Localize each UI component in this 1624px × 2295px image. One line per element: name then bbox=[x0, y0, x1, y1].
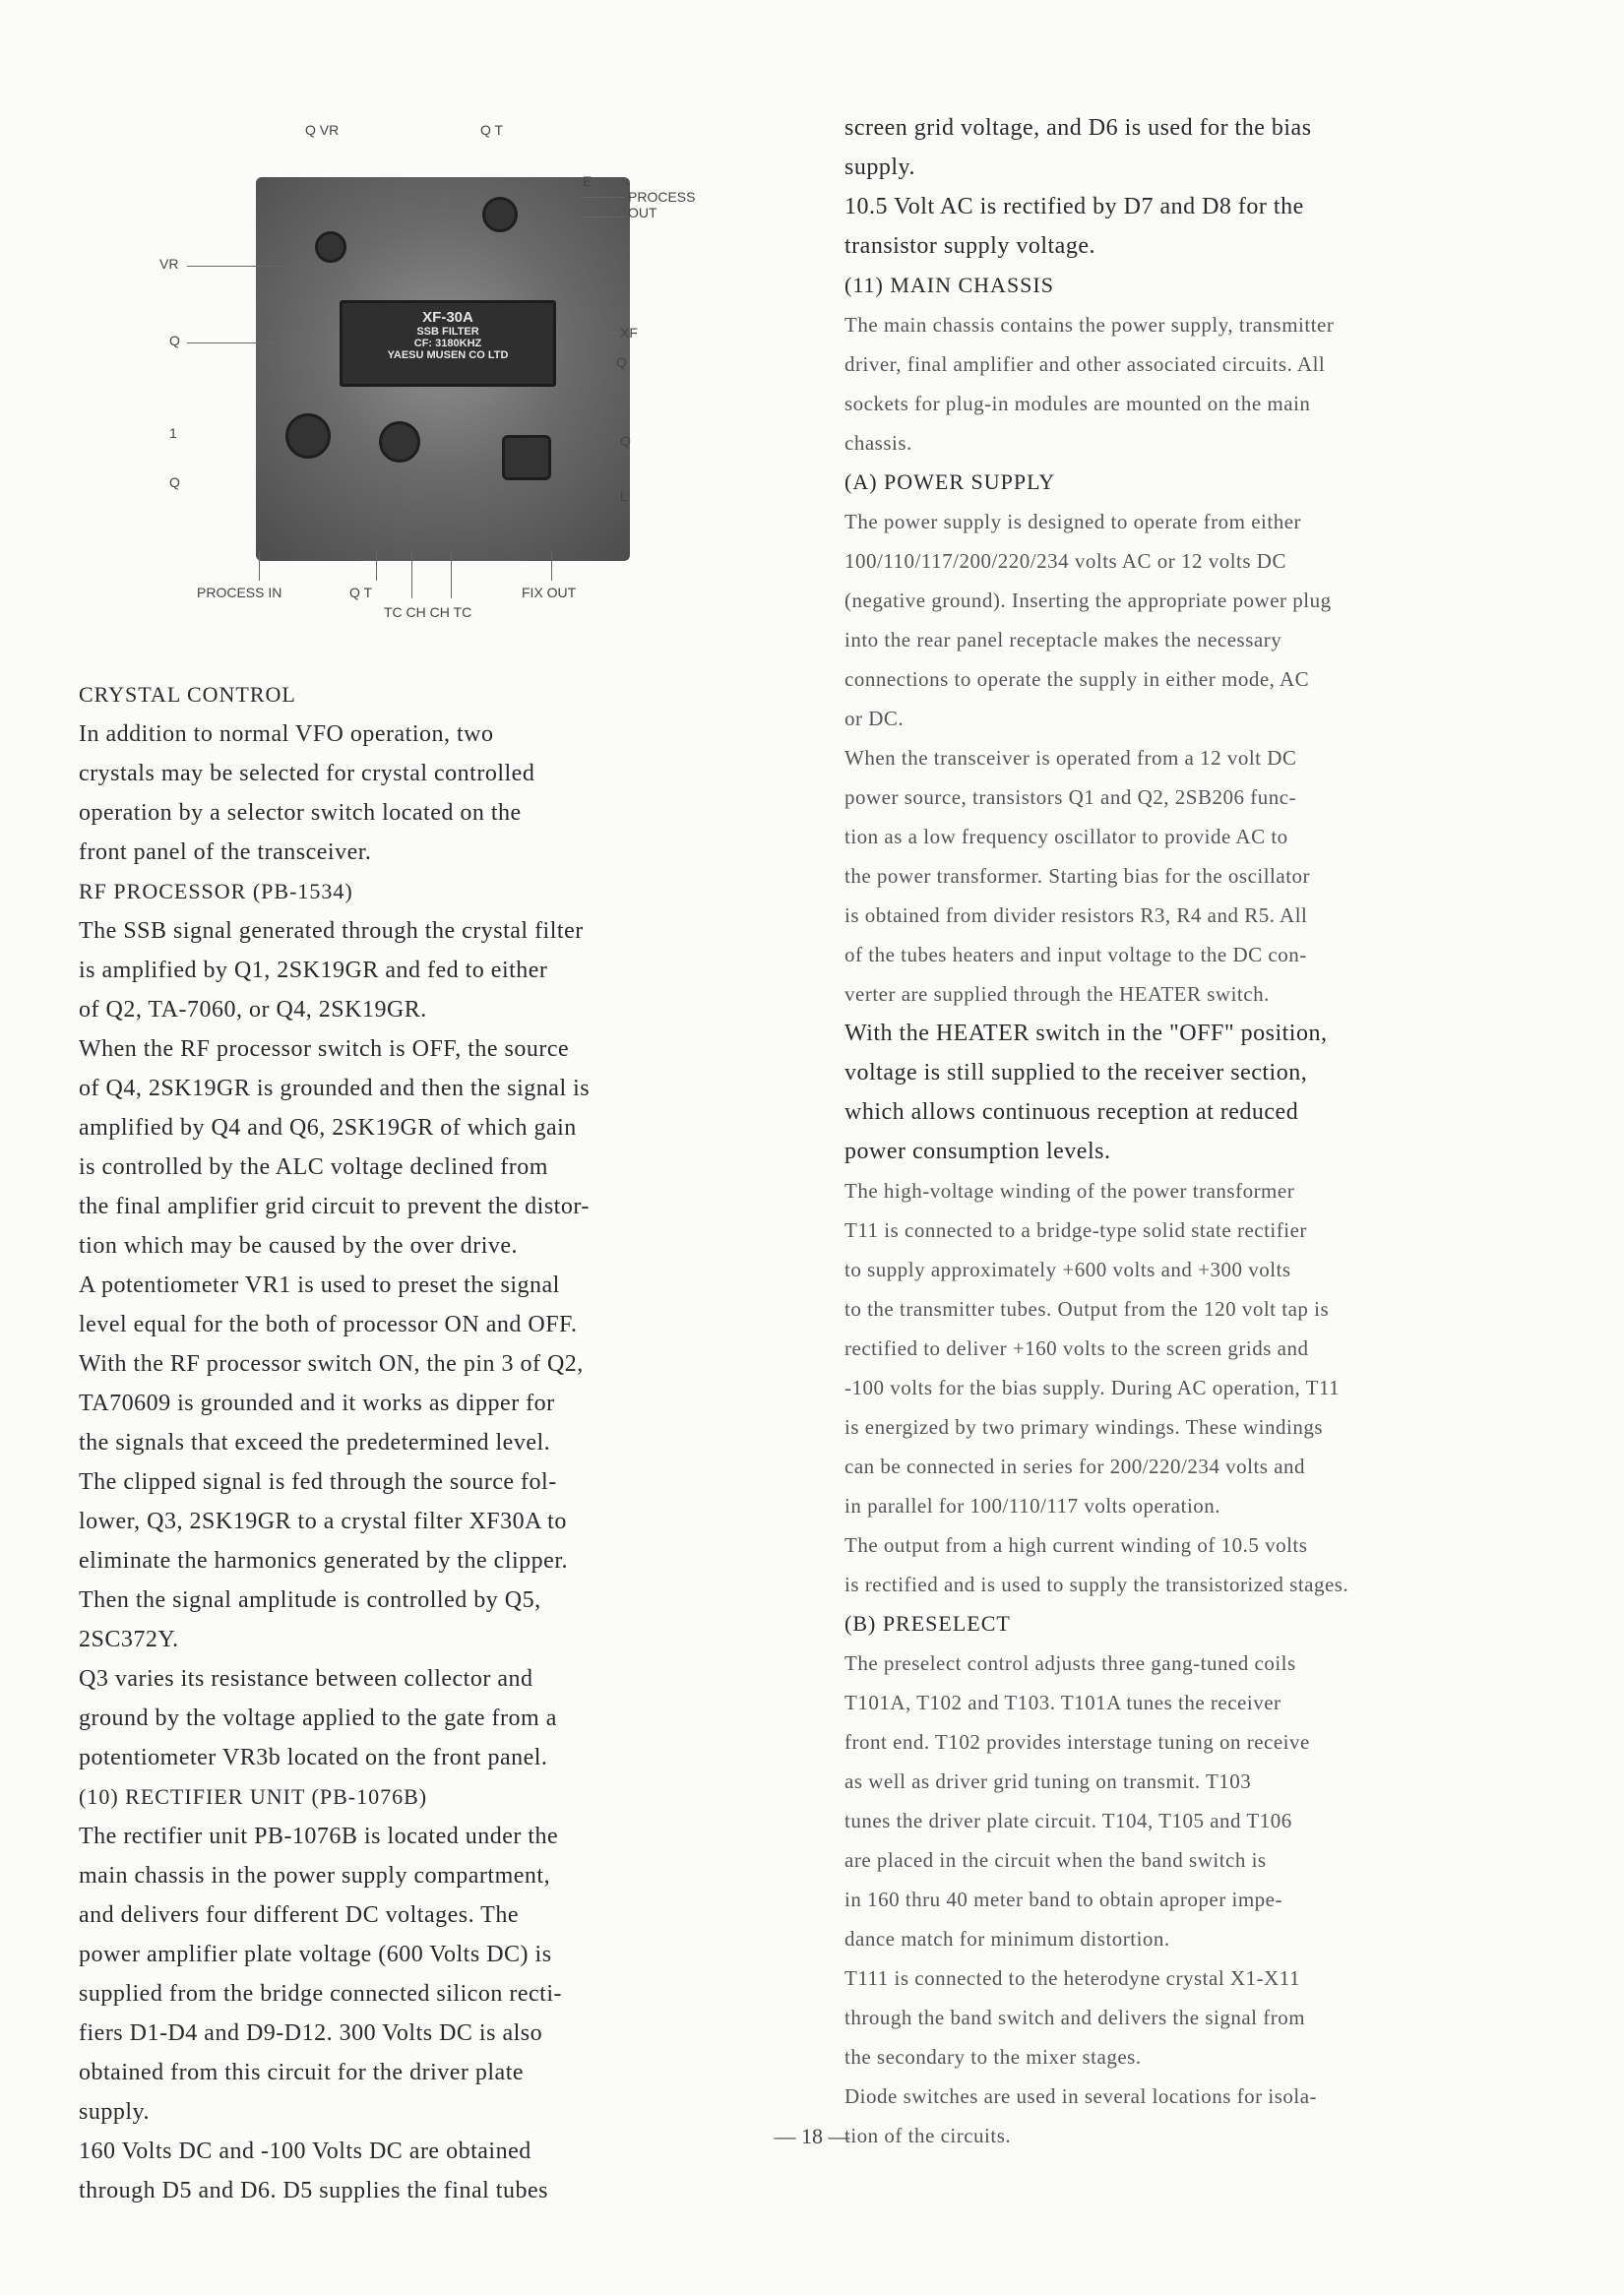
text-line: transistor supply voltage. bbox=[844, 233, 1095, 259]
label-e: E bbox=[583, 173, 593, 189]
text-line: to supply approximately +600 volts and +300 volts bbox=[844, 1258, 1291, 1281]
trimmer-1 bbox=[285, 413, 331, 459]
text-line: The output from a high current winding of 10.5 volts bbox=[844, 1533, 1308, 1557]
text-line: lower, Q3, 2SK19GR to a crystal filter XF30A to bbox=[79, 1509, 567, 1534]
text-line: ground by the voltage applied to the gate from a bbox=[79, 1706, 557, 1731]
text-line: as well as driver grid tuning on transmit. T103 bbox=[844, 1769, 1252, 1793]
text-line: power source, transistors Q1 and Q2, 2SB206 func- bbox=[844, 785, 1297, 809]
leader-line bbox=[411, 551, 412, 598]
leader-line bbox=[259, 551, 260, 581]
text-line: the secondary to the mixer stages. bbox=[844, 2045, 1142, 2069]
section-heading: RF PROCESSOR (PB-1534) bbox=[79, 879, 353, 903]
text-line: in parallel for 100/110/117 volts operation. bbox=[844, 1494, 1221, 1518]
leader-line bbox=[581, 197, 625, 198]
label-process-in: PROCESS IN bbox=[197, 585, 282, 600]
label-q-right-mid: Q bbox=[620, 433, 631, 449]
trimmer-3 bbox=[482, 197, 518, 232]
text-line: The high-voltage winding of the power transformer bbox=[844, 1179, 1295, 1203]
label-fix-out: FIX OUT bbox=[522, 585, 577, 600]
text-line: chassis. bbox=[844, 431, 912, 455]
filter-cf: CF: 3180KHZ bbox=[413, 338, 482, 349]
label-q-right-top: Q bbox=[616, 354, 627, 370]
text-line: of Q4, 2SK19GR is grounded and then the signal is bbox=[79, 1076, 591, 1101]
trimmer-2 bbox=[379, 421, 420, 463]
text-line: rectified to deliver +160 volts to the screen grids and bbox=[844, 1336, 1309, 1360]
text-line: 100/110/117/200/220/234 volts AC or 12 volts DC bbox=[844, 549, 1286, 573]
text-line: When the transceiver is operated from a 12 volt DC bbox=[844, 746, 1297, 770]
leader-line bbox=[551, 551, 552, 581]
text-line: fiers D1-D4 and D9-D12. 300 Volts DC is also bbox=[79, 2020, 543, 2046]
text-line: 160 Volts DC and -100 Volts DC are obtained bbox=[79, 2139, 531, 2164]
section-heading: (B) PRESELECT bbox=[844, 1611, 1011, 1636]
text-line: supply. bbox=[79, 2099, 150, 2125]
label-l: L bbox=[620, 488, 628, 504]
text-line: power consumption levels. bbox=[844, 1139, 1111, 1164]
text-line: or DC. bbox=[844, 707, 905, 730]
text-line: sockets for plug-in modules are mounted on the main bbox=[844, 392, 1311, 415]
label-q-t-bottom: Q T bbox=[349, 585, 373, 600]
text-line: eliminate the harmonics generated by the clipper. bbox=[79, 1548, 568, 1574]
text-line: through the band switch and delivers the signal from bbox=[844, 2006, 1306, 2029]
text-line: and delivers four different DC voltages. The bbox=[79, 1902, 519, 1928]
label-vr: VR bbox=[159, 256, 179, 272]
text-line: is amplified by Q1, 2SK19GR and fed to either bbox=[79, 958, 548, 983]
text-line: front panel of the transceiver. bbox=[79, 839, 372, 865]
text-line: dance match for minimum distortion. bbox=[844, 1927, 1170, 1951]
page-number: — 18 — bbox=[774, 2124, 850, 2148]
text-line: crystals may be selected for crystal controlled bbox=[79, 761, 535, 786]
text-line: supply. bbox=[844, 155, 915, 180]
text-line: tion which may be caused by the over drive. bbox=[79, 1233, 519, 1259]
text-line: level equal for the both of processor ON and OFF. bbox=[79, 1312, 578, 1337]
text-line: driver, final amplifier and other associated circuits. All bbox=[844, 352, 1326, 376]
text-line: screen grid voltage, and D6 is used for the bias bbox=[844, 115, 1312, 141]
section-heading: (A) POWER SUPPLY bbox=[844, 469, 1056, 494]
label-q-t: Q T bbox=[480, 122, 504, 138]
text-line: power amplifier plate voltage (600 Volts DC) is bbox=[79, 1942, 552, 1967]
filter-name: XF-30A bbox=[422, 309, 473, 326]
text-line: the final amplifier grid circuit to prevent the distor- bbox=[79, 1194, 590, 1219]
left-text-column bbox=[79, 675, 740, 2210]
text-line: In addition to normal VFO operation, two bbox=[79, 721, 494, 747]
xf30a-filter bbox=[340, 300, 556, 387]
leader-line bbox=[581, 333, 618, 334]
label-xf: XF bbox=[620, 325, 638, 341]
text-line: T111 is connected to the heterodyne crystal X1-X11 bbox=[844, 1966, 1300, 1990]
text-line: (negative ground). Inserting the appropriate power plug bbox=[844, 589, 1332, 612]
text-line: front end. T102 provides interstage tuning on receive bbox=[844, 1730, 1310, 1754]
filter-maker: YAESU MUSEN CO LTD bbox=[387, 349, 509, 361]
text-line: With the HEATER switch in the "OFF" position, bbox=[844, 1021, 1328, 1046]
text-line: connections to operate the supply in either mode, AC bbox=[844, 667, 1310, 691]
text-line: The clipped signal is fed through the source fol- bbox=[79, 1469, 557, 1495]
text-line: into the rear panel receptacle makes the necessary bbox=[844, 628, 1282, 651]
filter-type: SSB FILTER bbox=[416, 326, 479, 338]
text-line: of the tubes heaters and input voltage to the DC con- bbox=[844, 943, 1307, 966]
leader-line bbox=[187, 266, 295, 267]
text-line: A potentiometer VR1 is used to preset the signal bbox=[79, 1272, 560, 1298]
text-line: T11 is connected to a bridge-type solid state rectifier bbox=[844, 1218, 1307, 1242]
leader-line bbox=[187, 342, 276, 343]
text-line: verter are supplied through the HEATER switch. bbox=[844, 982, 1270, 1006]
text-line: Diode switches are used in several locations for isola- bbox=[844, 2084, 1318, 2108]
text-line: When the RF processor switch is OFF, the source bbox=[79, 1036, 570, 1062]
text-line: operation by a selector switch located on the bbox=[79, 800, 522, 826]
label-process-out: PROCESS OUT bbox=[628, 189, 696, 220]
text-line: which allows continuous reception at reduced bbox=[844, 1099, 1299, 1125]
pcb-photo-figure bbox=[157, 118, 728, 630]
right-text-column bbox=[844, 108, 1510, 2155]
text-line: of Q2, TA-7060, or Q4, 2SK19GR. bbox=[79, 997, 427, 1023]
text-line: 10.5 Volt AC is rectified by D7 and D8 for the bbox=[844, 194, 1304, 219]
label-q-left: Q bbox=[169, 333, 180, 348]
text-line: can be connected in series for 200/220/234 volts and bbox=[844, 1455, 1306, 1478]
text-line: through D5 and D6. D5 supplies the final tubes bbox=[79, 2178, 548, 2203]
leader-line bbox=[376, 551, 377, 581]
text-line: Then the signal amplitude is controlled by Q5, bbox=[79, 1587, 541, 1613]
vr-pot bbox=[315, 231, 346, 263]
text-line: The power supply is designed to operate from either bbox=[844, 510, 1302, 533]
text-line: amplified by Q4 and Q6, 2SK19GR of which gain bbox=[79, 1115, 577, 1141]
text-line: 2SC372Y. bbox=[79, 1627, 179, 1652]
text-line: is energized by two primary windings. These windings bbox=[844, 1415, 1323, 1439]
leader-line bbox=[451, 551, 452, 598]
text-line: tunes the driver plate circuit. T104, T105 and T106 bbox=[844, 1809, 1292, 1832]
text-line: T101A, T102 and T103. T101A tunes the receiver bbox=[844, 1691, 1281, 1714]
text-line: obtained from this circuit for the driver plate bbox=[79, 2060, 525, 2085]
text-line: The SSB signal generated through the crystal filter bbox=[79, 918, 584, 944]
label-q-left-lower: Q bbox=[169, 474, 180, 490]
text-line: in 160 thru 40 meter band to obtain aproper impe- bbox=[844, 1888, 1282, 1911]
text-line: main chassis in the power supply compartment, bbox=[79, 1863, 551, 1889]
text-line: TA70609 is grounded and it works as dipper for bbox=[79, 1391, 555, 1416]
text-line: With the RF processor switch ON, the pin 3 of Q2, bbox=[79, 1351, 584, 1377]
text-line: the power transformer. Starting bias for the oscillator bbox=[844, 864, 1311, 888]
text-line: the signals that exceed the predetermined level. bbox=[79, 1430, 551, 1456]
section-heading: (10) RECTIFIER UNIT (PB-1076B) bbox=[79, 1784, 428, 1809]
text-line: to the transmitter tubes. Output from the 120 volt tap is bbox=[844, 1297, 1330, 1321]
label-tc-ch-ch-tc: TC CH CH TC bbox=[384, 604, 472, 620]
text-line: potentiometer VR3b located on the front panel. bbox=[79, 1745, 548, 1770]
label-1: 1 bbox=[169, 425, 177, 441]
text-line: Q3 varies its resistance between collector and bbox=[79, 1666, 533, 1692]
text-line: The main chassis contains the power supply, transmitter bbox=[844, 313, 1335, 337]
text-line: voltage is still supplied to the receiver section, bbox=[844, 1060, 1308, 1085]
section-heading: (11) MAIN CHASSIS bbox=[844, 273, 1054, 297]
text-line: The rectifier unit PB-1076B is located under the bbox=[79, 1824, 559, 1849]
text-line: tion of the circuits. bbox=[844, 2124, 1012, 2147]
section-heading: CRYSTAL CONTROL bbox=[79, 682, 296, 707]
text-line: tion as a low frequency oscillator to provide AC to bbox=[844, 825, 1288, 848]
text-line: supplied from the bridge connected silicon recti- bbox=[79, 1981, 563, 2007]
text-line: -100 volts for the bias supply. During AC operation, T11 bbox=[844, 1376, 1341, 1399]
text-line: is rectified and is used to supply the transistorized stages. bbox=[844, 1573, 1349, 1596]
text-line: is obtained from divider resistors R3, R4 and R5. All bbox=[844, 903, 1308, 927]
label-q-vr: Q VR bbox=[305, 122, 340, 138]
coil-l bbox=[502, 435, 551, 480]
text-line: is controlled by the ALC voltage declined from bbox=[79, 1154, 548, 1180]
text-line: The preselect control adjusts three gang-tuned coils bbox=[844, 1651, 1296, 1675]
text-line: are placed in the circuit when the band switch is bbox=[844, 1848, 1267, 1872]
